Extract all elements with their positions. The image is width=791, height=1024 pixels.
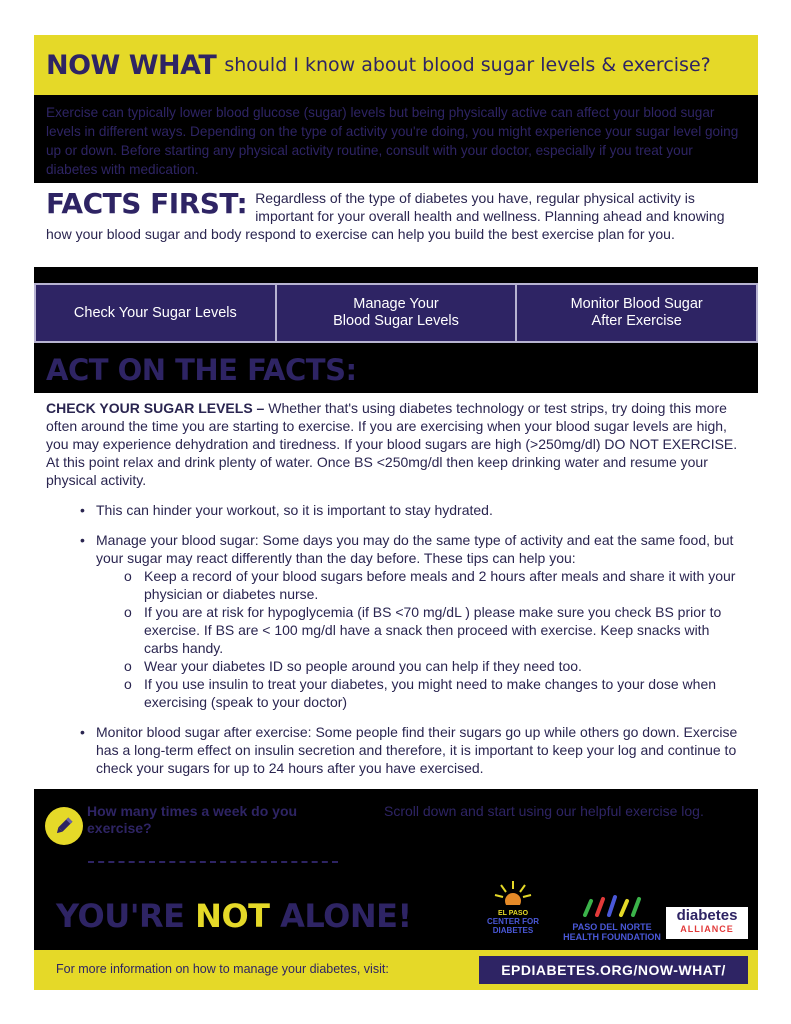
tips-list	[96, 501, 746, 777]
people-logo-icon	[577, 893, 647, 917]
act-on-facts-title: ACT ON THE FACTS:	[46, 353, 357, 387]
flyer-page	[34, 35, 758, 990]
header-band	[34, 35, 758, 95]
sub-list-item: o If you use insulin to treat your diabetes, you might need to make changes to your dose when exercising (speak to your doctor)	[144, 675, 746, 711]
center-logo-small: EL PASO	[497, 910, 529, 917]
manage-text: Manage your blood sugar: Some days you may do the same type of activity and eat the same food, but your sugar may react differently than the day before. These tips can help you:	[96, 532, 734, 566]
list-item	[96, 723, 746, 777]
header-title-bold: NOW WHAT	[46, 49, 217, 81]
bottom-section	[34, 789, 758, 950]
list-item	[96, 501, 746, 519]
not-alone-part-2: NOT	[195, 897, 270, 935]
main-content	[34, 393, 758, 789]
website-link-button[interactable]: EPDIABETES.ORG/NOW-WHAT/	[479, 956, 748, 984]
answer-line[interactable]	[88, 861, 338, 863]
foundation-line1: PASO DEL NORTE	[572, 922, 652, 932]
footer-text: For more information on how to manage your diabetes, visit:	[56, 962, 389, 976]
not-alone-banner	[56, 897, 412, 935]
tab-manage-blood-sugar[interactable]: Manage Your Blood Sugar Levels	[277, 285, 516, 341]
alliance-line1: diabetes	[676, 907, 738, 924]
sun-logo-icon	[493, 879, 533, 905]
header-title-rest: should I know about blood sugar levels & exercise?	[224, 54, 711, 76]
facts-first-box	[34, 183, 758, 267]
diabetes-alliance-logo	[666, 907, 748, 939]
intro-paragraph: Exercise can typically lower blood glucose (sugar) levels but being physically active can affect your blood sugar levels in different ways. Depending on the type of activity you're doing, you might experience your sugar level going up or down. Before starting any physical activity routine, consult with your doctor, especially if you treat your diabetes with medication.	[34, 95, 758, 179]
check-levels-text: Whether that's using diabetes technology or test strips, try doing this more often around the time you are starting to exercise. If you are exercising when your blood sugar levels are high, you may experience dehydration and tiredness. If your blood sugars are high (>250mg/dl) DO NOT EXERCISE. At this point relax and drink plenty of water. Once BS <250mg/dl then keep drinking water and resume your physical activity.	[46, 400, 738, 488]
tab-monitor-after-exercise[interactable]: Monitor Blood Sugar After Exercise	[517, 285, 756, 341]
footer-band	[34, 950, 758, 990]
facts-first-text: Regardless of the type of diabetes you have, regular physical activity is important for your overall health and wellness. Planning ahead and knowing how your blood sugar and body respond to exercise can help you build the best exercise plan for you.	[46, 190, 725, 242]
center-logo-line2: DIABETES	[492, 926, 534, 935]
health-foundation-logo	[560, 893, 664, 942]
hydrate-text: This can hinder your workout, so it is important to stay hydrated.	[96, 502, 493, 518]
alliance-line2: ALLIANCE	[680, 924, 734, 934]
foundation-line2: HEALTH FOUNDATION	[563, 932, 661, 942]
list-item	[96, 531, 746, 711]
pencil-icon	[45, 807, 83, 845]
monitor-text: Monitor blood sugar after exercise: Some people find their sugars go up while others go down. Exercise has a long-term effect on insulin secretion and therefore, it is important to keep your log and continue to check your sugars for up to 24 hours after you have exercised.	[96, 724, 738, 776]
scroll-instruction: Scroll down and start using our helpful exercise log.	[384, 803, 704, 819]
exercise-question: How many times a week do you exercise?	[87, 803, 298, 836]
sub-list-item: o Keep a record of your blood sugars before meals and 2 hours after meals and share it with your physician or diabetes nurse.	[144, 567, 746, 603]
tab-check-sugar-levels[interactable]: Check Your Sugar Levels	[36, 285, 275, 341]
not-alone-part-1: YOU'RE	[56, 897, 196, 935]
sub-list-item: o Wear your diabetes ID so people around you can help if they need too.	[144, 657, 746, 675]
topic-tabs	[34, 283, 758, 343]
center-logo-line1: CENTER FOR	[487, 917, 539, 926]
check-levels-heading: CHECK YOUR SUGAR LEVELS –	[46, 400, 265, 416]
center-for-diabetes-logo	[480, 879, 546, 935]
facts-first-title: FACTS FIRST:	[46, 187, 248, 220]
sub-list-item: o If you are at risk for hypoglycemia (if BS <70 mg/dL ) please make sure you check BS prior to exercise. If BS are < 100 mg/dl have a snack then proceed with exercise. Keep snacks with carbs handy.	[144, 603, 746, 657]
check-levels-paragraph	[46, 399, 746, 489]
manage-sub-list	[144, 567, 746, 711]
not-alone-part-3: ALONE!	[269, 897, 412, 935]
